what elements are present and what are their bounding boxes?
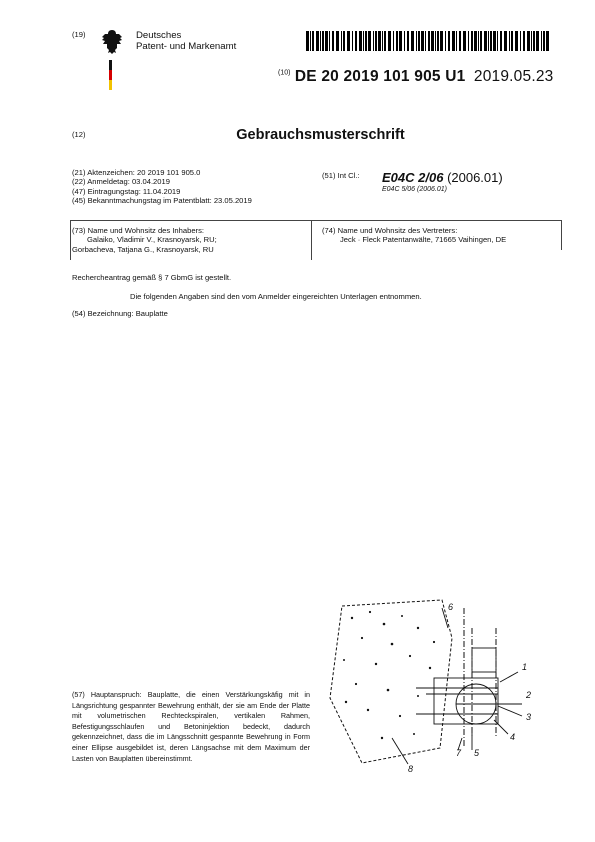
ipc-main — [382, 170, 503, 185]
applicant-disclaimer: Die folgenden Angaben sind den vom Anmelder eingereichten Unterlagen entnommen. — [130, 292, 422, 301]
patent-office-name — [136, 30, 236, 52]
inid-12: (12) — [72, 130, 86, 139]
representative-line-1: Jeck · Fleck Patentanwälte, 71665 Vaihingen, DE — [340, 235, 507, 245]
owner-block — [72, 226, 217, 254]
drawing-label-4: 4 — [510, 732, 516, 742]
document-date: 2019.05.23 — [473, 68, 554, 85]
biblio-registration-date: (47) Eintragungstag: 11.04.2019 — [72, 186, 181, 196]
main-claim-abstract: (57) Hauptanspruch: Bauplatte, die einen Verstärkungskäfig mit in Längsrichtung gespannter Bewehrung enthält, der sie am Ende der Platte mit volumetrischen Rechteckspiralen, vertikalen Rahmen, Befestigungsschlaufen und Betoninjektion bedeckt, dadurch gekennzeichnet, dass die im Längsschnitt gespannte Bewehrung in Form einer Ellipse ausgebildet ist, deren Längsachse mit dem Maximum der Lasten von Bauplatten übereinstimmt. — [72, 690, 310, 763]
owner-heading: (73) Name und Wohnsitz des Inhabers: — [72, 226, 204, 235]
drawing-label-2: 2 — [526, 690, 532, 700]
office-line-1: Deutsches — [136, 30, 182, 41]
representative-heading: (74) Name und Wohnsitz des Vertreters: — [322, 226, 458, 235]
ipc-main-version: (2006.01) — [447, 170, 503, 185]
biblio-application-number: (21) Aktenzeichen: 20 2019 101 905.0 — [72, 168, 201, 177]
technical-drawing — [322, 598, 550, 778]
designation: (54) Bezeichnung: Bauplatte — [72, 309, 168, 318]
biblio-left — [72, 168, 252, 206]
ipc-secondary: E04C 5/06 (2006.01) — [382, 186, 447, 193]
doc-number-line — [278, 68, 553, 86]
inid-19: (19) — [72, 30, 86, 39]
ipc-label: (51) Int Cl.: — [322, 171, 360, 180]
barcode — [306, 31, 552, 51]
drawing-label-3: 3 — [526, 712, 532, 722]
biblio-publication-date: (45) Bekanntmachungstag im Patentblatt: 23.05.2019 — [72, 196, 252, 206]
office-line-2: Patent- und Markenamt — [136, 41, 237, 52]
representative-block — [322, 226, 506, 245]
parties-middle-border — [311, 220, 312, 260]
parties-left-border — [70, 220, 71, 260]
parties-right-border — [561, 220, 562, 250]
search-request-note: Rechercheantrag gemäß § 7 GbmG ist gestellt. — [72, 273, 232, 282]
federal-eagle-logo — [99, 28, 125, 92]
drawing-label-1: 1 — [522, 662, 528, 672]
ipc-main-code: E04C 2/06 — [382, 170, 444, 185]
drawing-label-7: 7 — [456, 748, 462, 758]
drawing-label-8: 8 — [408, 764, 414, 774]
document-type-title: Gebrauchsmusterschrift — [236, 127, 405, 143]
drawing-label-6: 6 — [448, 602, 454, 612]
drawing-label-5: 5 — [474, 748, 480, 758]
aggregate-marks — [343, 611, 435, 739]
document-number: DE 20 2019 101 905 U1 — [294, 68, 466, 85]
biblio-filing-date: (22) Anmeldetag: 03.04.2019 — [72, 177, 170, 187]
owner-line-1: Galaiko, Vladimir V., Krasnoyarsk, RU; — [87, 235, 217, 245]
inid-10: (10) — [278, 69, 291, 77]
owner-line-2: Gorbacheva, Tatjana G., Krasnoyarsk, RU — [72, 244, 214, 254]
parties-top-rule — [70, 220, 562, 221]
